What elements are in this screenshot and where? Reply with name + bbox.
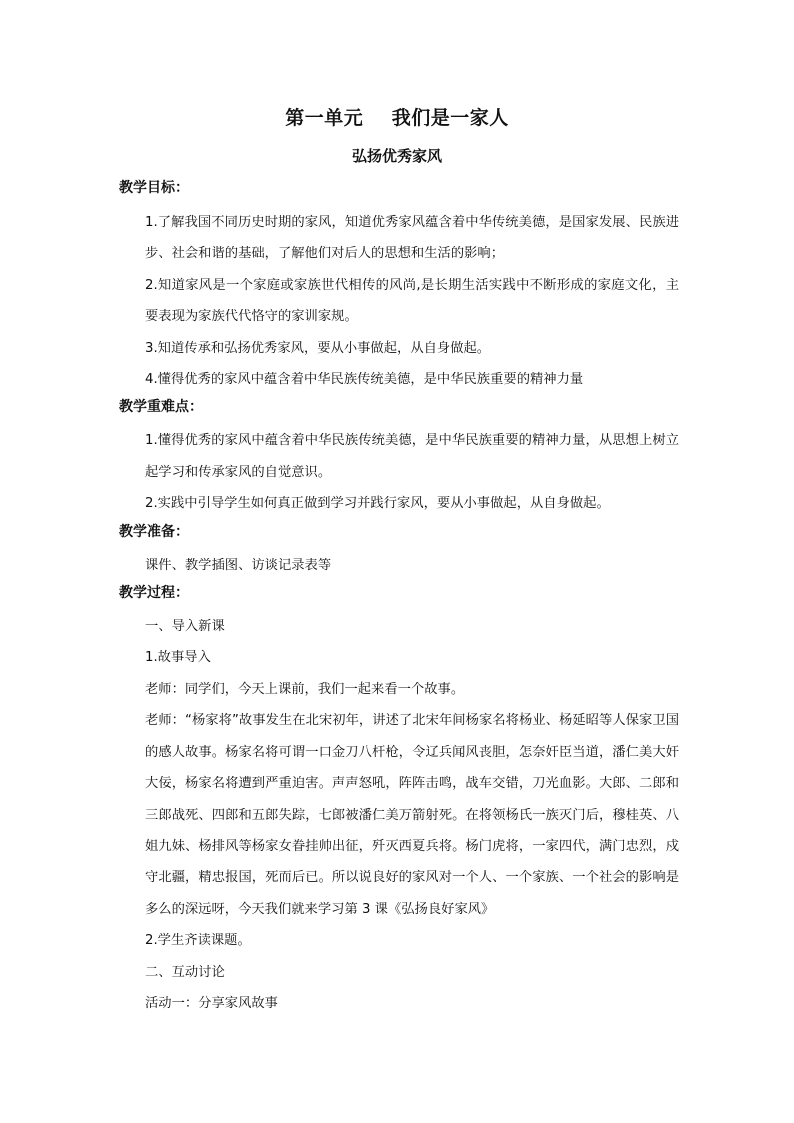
process-item-3: 老师：同学们，今天上课前，我们一起来看一个故事。 bbox=[145, 681, 465, 697]
unit-title: 第一单元 我们是一家人 bbox=[285, 107, 509, 129]
document-body bbox=[119, 176, 679, 1019]
process-item-4: 老师：“杨家将”故事发生在北宋初年，讲述了北宋年间杨家名将杨业、杨延昭等人保家卫国的感人故事。杨家名将可谓一口金刀八杆枪，令辽兵闻风丧胆，怎奈奸臣当道，潘仁美大奸大佞，杨家名将遭到严重迫害。声声怒吼，阵阵击鸣，战车交错，刀光血影。大郎、二郎和三郎战死、四郎和五郎失踪，七郎被潘仁美万箭射死。在将领杨氏一族灭门后，穆桂英、八姐九妹、杨排风等杨家女眷挂帅出征，歼灭西夏兵将。杨门虎将，一家四代，满门忠烈，戍守北疆，精忠报国，死而后已。所以说良好的家风对一个人、一个家族、一个社会的影响是多么的深远呀，今天我们就来学习第 3 课《弘扬良好家风》 bbox=[145, 713, 679, 917]
process-item-5: 2.学生齐读课题。 bbox=[145, 933, 251, 949]
goal-item-2: 2.知道家风是一个家庭或家族世代相传的风尚,是长期生活实践中不断形成的家庭文化，主要表现为家族代代恪守的家训家规。 bbox=[145, 277, 679, 325]
goals-heading: 教学目标： bbox=[119, 180, 189, 196]
process-item-7: 活动一：分享家风故事 bbox=[145, 995, 278, 1011]
preparation-heading: 教学准备： bbox=[119, 523, 189, 540]
process-item-2: 1.故事导入 bbox=[145, 650, 211, 666]
process-item-1: 一、导入新课 bbox=[145, 619, 225, 635]
key-point-item-1: 1.懂得优秀的家风中蕴含着中华民族传统美德，是中华民族重要的精神力量，从思想上树立起学习和传承家风的自觉意识。 bbox=[145, 433, 679, 480]
lesson-title: 弘扬优秀家风 bbox=[351, 147, 442, 165]
key-points-heading: 教学重难点： bbox=[119, 399, 203, 416]
preparation-item-1: 课件、教学插图、访谈记录表等 bbox=[145, 557, 332, 573]
goal-item-3: 3.知道传承和弘扬优秀家风，要从小事做起，从自身做起。 bbox=[145, 340, 491, 356]
goal-item-1: 1.了解我国不同历史时期的家风，知道优秀家风蕴含着中华传统美德，是国家发展、民族进步、社会和谐的基础，了解他们对后人的思想和生活的影响； bbox=[145, 215, 679, 262]
process-heading: 教学过程： bbox=[119, 585, 189, 602]
key-point-item-2: 2.实践中引导学生如何真正做到学习并践行家风，要从小事做起，从自身做起。 bbox=[145, 496, 610, 512]
process-item-6: 二、互动讨论 bbox=[145, 964, 225, 980]
goal-item-4: 4.懂得优秀的家风中蕴含着中华民族传统美德，是中华民族重要的精神力量 bbox=[145, 372, 584, 388]
